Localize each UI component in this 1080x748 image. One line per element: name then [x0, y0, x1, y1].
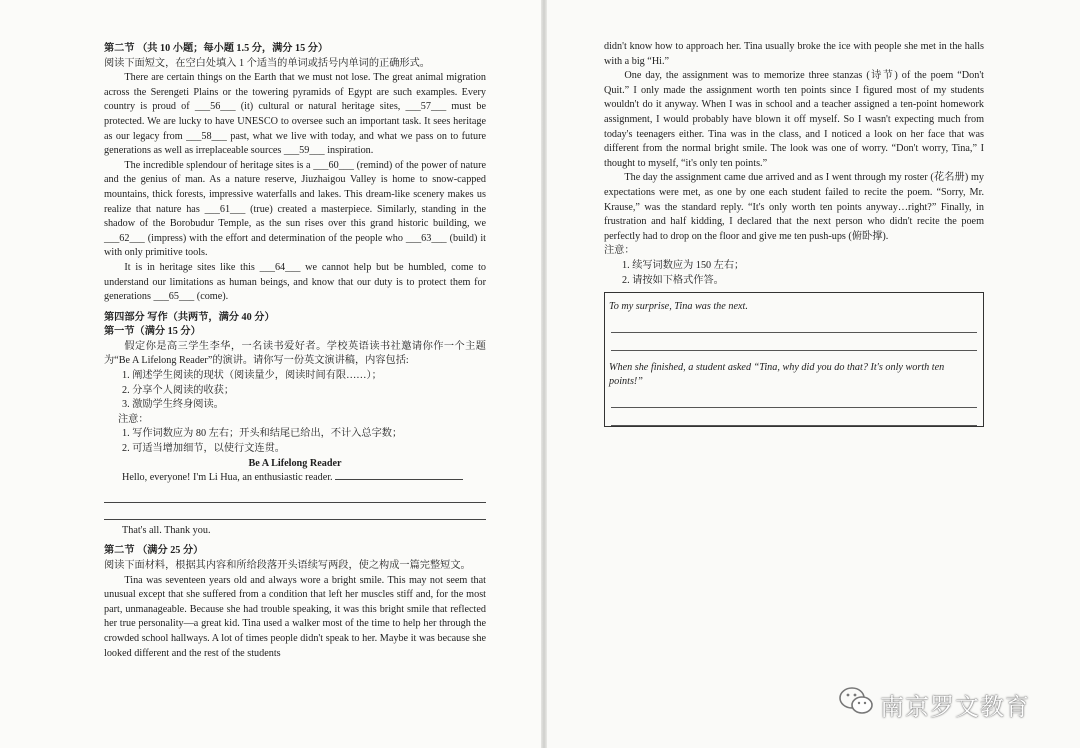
- section-2-instructions: 阅读下面短文，在空白处填入 1 个适当的单词或括号内单词的正确形式。: [104, 57, 430, 69]
- note-item: 2. 请按如下格式作答。: [622, 274, 724, 286]
- passage-paragraph-1: There are certain things on the Earth that we must not lose. The great animal migration across the Serengeti Plains or the towering pyramids of Egypt are such examples. Every country is proud of ___56___ (it) cultural or natural heritage sites, ___57___ must be protected. We are lucky to have UNESCO to oversee such an important task. It sees heritage as our legacy from ___58___ past, what we live with today, and what we pass on to future generations as well as irreplaceable sources ___59___ inspiration.: [104, 72, 486, 157]
- essay-end: That's all. Thank you.: [122, 524, 211, 536]
- note-item: 1. 写作词数应为 80 左右；开头和结尾已给出，不计入总字数；: [122, 428, 403, 440]
- right-column: [604, 40, 984, 427]
- essay-title: Be A Lifelong Reader: [248, 457, 342, 469]
- writing-section-2-instructions: 阅读下面材料，根据其内容和所给段落开头语续写两段，使之构成一篇完整短文。: [104, 560, 471, 571]
- page-fold: [541, 0, 547, 748]
- watermark: [838, 686, 1030, 722]
- writing-section-2-title: 第二节 （满分 25 分）: [104, 545, 204, 557]
- note-item: 2. 可适当增加细节，以使行文连贯。: [122, 443, 285, 455]
- passage-paragraph-2: The incredible splendour of heritage sites is a ___60___ (remind) of the power of nature and the genius of man. As a nature reserve, Jiuzhaigou Valley is home to snow-capped mountains, thick forests, impressive waterfalls and lakes. This dream-like scenery makes us realize that nature has ___61___ (true) created a masterpiece. Similarly, standing in the shadow of the Borobudur Temple, as the sun rises over this grand historic building, we ___62___ (impress) with the effort and determination of the people who ___63___ (build) it with only primitive tools.: [104, 159, 486, 259]
- note-label: 注意：: [118, 413, 149, 425]
- writing-prompt: 假定你是高三学生李华，一名读书爱好者。学校英语读书社邀请你作一个主题为“Be A Lifelong Reader”的演讲。请你写一份英文演讲稿，内容包括:: [104, 340, 486, 367]
- requirements-list: [104, 369, 486, 413]
- requirement-item: 2. 分享个人阅读的收获；: [122, 384, 235, 396]
- wechat-icon: [838, 686, 874, 722]
- writing-section-1-title: 第一节（满分 15 分）: [104, 326, 201, 338]
- essay-start: Hello, everyone! I'm Li Hua, an enthusiastic reader.: [104, 471, 486, 486]
- answer-line[interactable]: [104, 489, 486, 503]
- story-paragraph-2: One day, the assignment was to memorize three stanzas (诗节) of the poem “Don't Quit.” I only made the assignment worth ten points since I figured most of my students wouldn't do it anyway. When I was in school and a teacher assigned a ten-point homework assignment, I would probably have blown it off myself. So I wasn't expecting much from today's teenagers either. Tina was in the class, and I noticed a look on her face that was different from the normal bright smile. The look was one of worry. “Don't worry, Tina,” I thought to myself, “it's only ten points.”: [604, 70, 984, 169]
- notes-list: [104, 427, 486, 456]
- note-label: 注意：: [604, 245, 635, 257]
- story-paragraph-1-continued: didn't know how to approach her. Tina usually broke the ice with people she met in the halls with a big “Hi.”: [604, 41, 984, 67]
- answer-line[interactable]: [611, 390, 977, 408]
- part-4-title: 第四部分 写作（共两节，满分 40 分）: [104, 311, 275, 323]
- answer-line[interactable]: [104, 506, 486, 520]
- requirement-item: 1. 阐述学生阅读的现状（阅读量少，阅读时间有限……）；: [122, 370, 382, 382]
- note-item: 1. 续写词数应为 150 左右；: [622, 259, 745, 271]
- requirement-item: 3. 激励学生终身阅读。: [122, 399, 224, 411]
- answer-line[interactable]: [611, 333, 977, 351]
- section-2-title: 第二节 （共 10 小题；每小题 1.5 分，满分 15 分）: [104, 43, 329, 54]
- answer-line[interactable]: [611, 408, 977, 426]
- answer-box: [604, 292, 984, 427]
- left-column: [104, 42, 486, 661]
- watermark-text: 南京罗文教育: [880, 692, 1030, 721]
- story-paragraph-3: The day the assignment came due arrived and as I went through my roster (花名册) my expectations were met, as one by one each student failed to recite the poem. “Sorry, Mr. Krause,” was the standard reply. “It's only worth ten points anyway…right?” Finally, in frustration and half kidding, I declared that the next person who didn't recite the poem perfectly had to drop on the floor and give me ten push-ups (俯卧撑).: [604, 172, 984, 242]
- answer-line[interactable]: [611, 315, 977, 333]
- story-paragraph-1: Tina was seventeen years old and always wore a bright smile. This may not seem that unusual except that she suffered from a condition that left her muscles stiff and, for the most part, unmanageable. Because she had trouble speaking, it was this bright smile that reflected her true personality—a great kid. Tina used a walker most of the time to help her through the crowded school hallways. A lot of times people didn't speak to her. Maybe it was because she looked different and the rest of the students: [104, 574, 486, 659]
- paragraph-1-starter: To my surprise, Tina was the next.: [609, 301, 748, 313]
- paragraph-2-starter: When she finished, a student asked “Tina, why did you do that? It's only worth ten points!”: [609, 361, 945, 388]
- passage-paragraph-3: It is in heritage sites like this ___64___ we cannot help but be humbled, come to understand our limitations as human beings, and know that our duty is to protect them for generations ___65___ (come).: [104, 261, 486, 303]
- notes-list: [604, 259, 984, 288]
